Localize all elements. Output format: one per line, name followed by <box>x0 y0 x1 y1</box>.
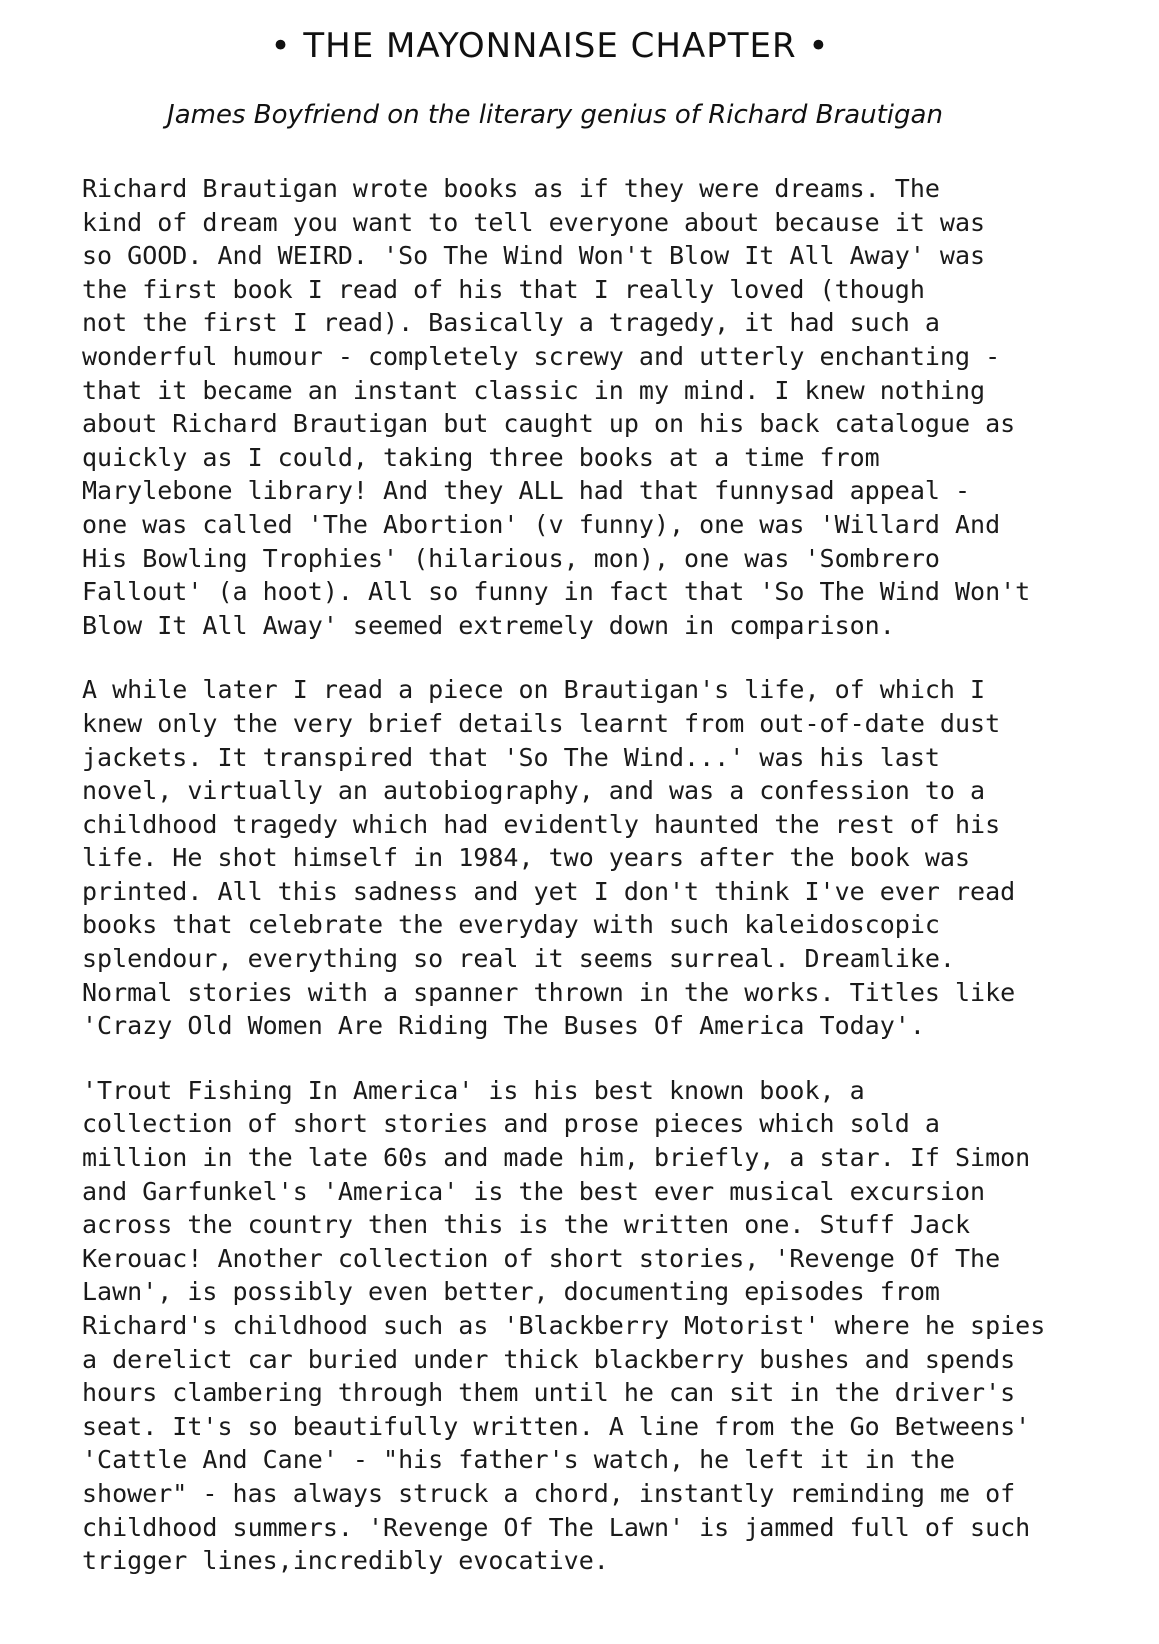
text-line: shower" - has always struck a chord, instantly reminding me of <box>82 1478 1016 1508</box>
text-line: Blow It All Away' seemed extremely down in comparison. <box>82 610 895 640</box>
text-line: A while later I read a piece on Brautigan's life, of which I <box>82 675 986 705</box>
text-line: that it became an instant classic in my mind. I knew nothing <box>82 375 986 405</box>
page-title: • THE MAYONNAISE CHAPTER • <box>270 26 830 66</box>
text-line: Fallout' (a hoot). All so funny in fact that 'So The Wind Won't <box>82 577 1031 607</box>
text-line: kind of dream you want to tell everyone about because it was <box>82 207 986 237</box>
article-body <box>82 172 1112 1609</box>
text-line: childhood summers. 'Revenge Of The Lawn' is jammed full of such <box>82 1512 1031 1542</box>
text-line: across the country then this is the written one. Stuff Jack <box>82 1210 971 1240</box>
paragraph-2 <box>82 673 1112 1043</box>
text-line: 'Cattle And Cane' - "his father's watch, he left it in the <box>82 1445 955 1475</box>
text-line: quickly as I could, taking three books at a time from <box>82 442 880 472</box>
text-line: Marylebone library! And they ALL had that funnysad appeal - <box>82 476 971 506</box>
text-line: life. He shot himself in 1984, two years after the book was <box>82 843 971 873</box>
text-line: seat. It's so beautifully written. A line from the Go Betweens' <box>82 1411 1031 1441</box>
text-line: one was called 'The Abortion' (v funny), one was 'Willard And <box>82 509 1001 539</box>
text-line: Richard Brautigan wrote books as if they were dreams. The <box>82 174 940 203</box>
text-line: million in the late 60s and made him, briefly, a star. If Simon <box>82 1143 1031 1173</box>
text-line: and Garfunkel's 'America' is the best ever musical excursion <box>82 1176 986 1206</box>
text-line: Normal stories with a spanner thrown in the works. Titles like <box>82 977 1016 1007</box>
text-line: splendour, everything so real it seems surreal. Dreamlike. <box>82 944 955 974</box>
text-line: books that celebrate the everyday with such kaleidoscopic <box>82 910 940 940</box>
text-line: not the first I read). Basically a tragedy, it had such a <box>82 308 940 338</box>
paragraph-3 <box>82 1074 1112 1578</box>
text-line: childhood tragedy which had evidently haunted the rest of his <box>82 809 1001 839</box>
text-line: Lawn', is possibly even better, documenting episodes from <box>82 1277 940 1307</box>
text-line: jackets. It transpired that 'So The Wind...' was his last <box>82 742 940 772</box>
text-line: a derelict car buried under thick blackberry bushes and spends <box>82 1344 1016 1374</box>
page-subtitle: James Boyfriend on the literary genius of Richard Brautigan <box>167 100 943 130</box>
text-line: knew only the very brief details learnt from out-of-date dust <box>82 708 1001 738</box>
text-line: so GOOD. And WEIRD. 'So The Wind Won't Blow It All Away' was <box>82 241 986 271</box>
text-line: Richard's childhood such as 'Blackberry Motorist' where he spies <box>82 1311 1046 1340</box>
paragraph-1 <box>82 172 1112 642</box>
text-line: trigger lines,incredibly evocative. <box>82 1546 609 1576</box>
text-line: 'Crazy Old Women Are Riding The Buses Of America Today'. <box>82 1011 925 1041</box>
text-line: hours clambering through them until he can sit in the driver's <box>82 1378 1016 1408</box>
text-line: novel, virtually an autobiography, and was a confession to a <box>82 776 986 806</box>
text-line: wonderful humour - completely screwy and utterly enchanting - <box>82 341 1001 371</box>
text-line: the first book I read of his that I really loved (though <box>82 274 925 304</box>
text-line: 'Trout Fishing In America' is his best known book, a <box>82 1075 865 1105</box>
text-line: printed. All this sadness and yet I don't think I've ever read <box>82 876 1016 906</box>
text-line: His Bowling Trophies' (hilarious, mon), one was 'Sombrero <box>82 543 940 573</box>
text-line: collection of short stories and prose pieces which sold a <box>82 1109 940 1139</box>
text-line: Kerouac! Another collection of short stories, 'Revenge Of The <box>82 1243 1001 1273</box>
text-line: about Richard Brautigan but caught up on his back catalogue as <box>82 409 1016 439</box>
